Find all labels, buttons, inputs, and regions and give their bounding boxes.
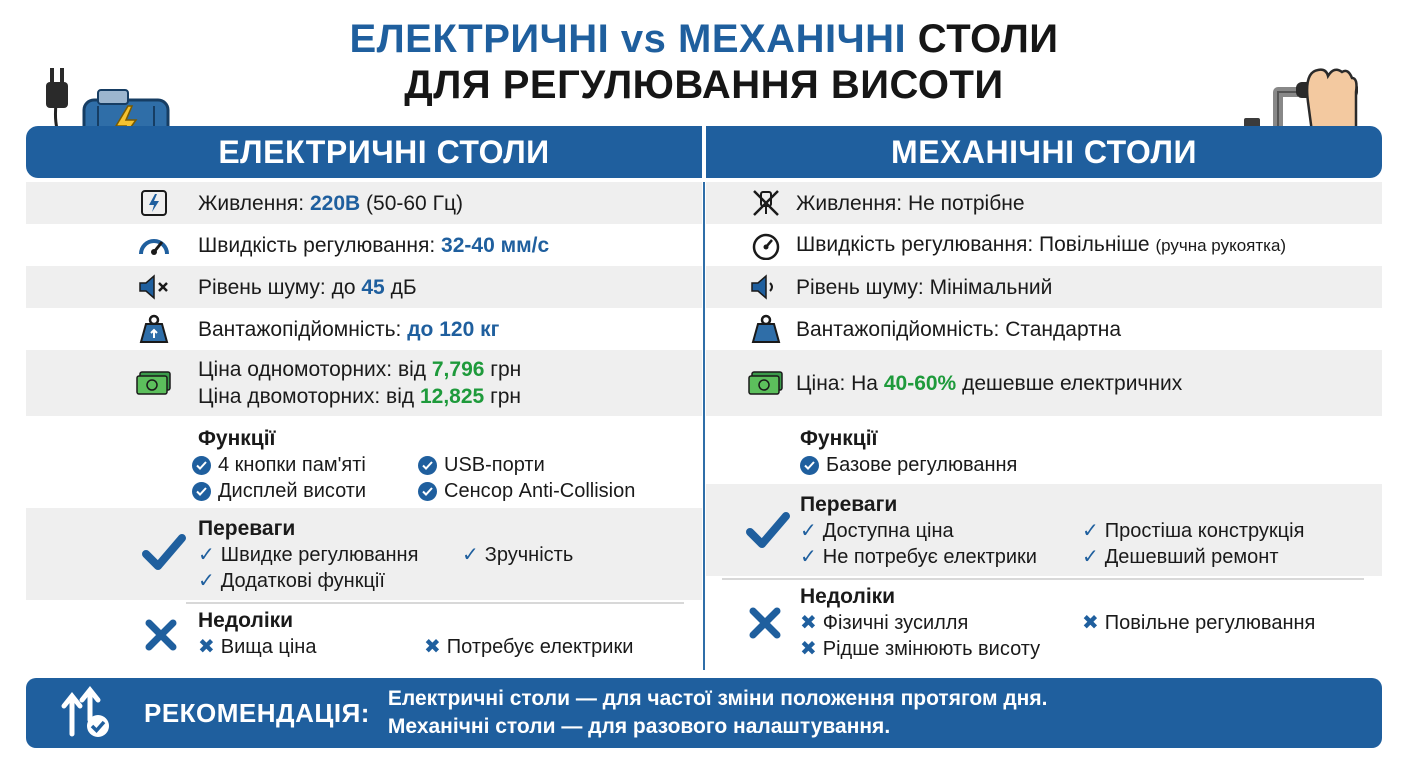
title-subline: ДЛЯ РЕГУЛЮВАННЯ ВИСОТИ — [404, 63, 1004, 107]
electric-noise-label: Рівень шуму: до — [198, 275, 356, 299]
mechanical-con-item: ✖ Рідше змінюють висоту — [800, 638, 1041, 660]
arrows-check-icon — [58, 686, 114, 745]
mechanical-pro-item: ✓ Дешевший ремонт — [1082, 546, 1279, 568]
no-power-icon — [706, 188, 796, 218]
electric-column — [26, 182, 702, 668]
electric-power-extra: (50-60 Гц) — [366, 191, 463, 215]
electric-pros — [26, 508, 702, 600]
electric-functions — [26, 416, 702, 508]
mechanical-column — [706, 182, 1382, 670]
electric-price1-value: 7,796 — [431, 358, 485, 381]
electric-cons — [26, 604, 702, 668]
mechanical-load-row — [706, 308, 1382, 350]
electric-price-row — [26, 350, 702, 416]
mechanical-speed-row — [706, 224, 1382, 266]
mechanical-pros-title: Переваги — [800, 493, 898, 516]
electric-pro-item: ✓ Додаткові функції — [198, 570, 385, 592]
electric-function-item: Сенсор Anti-Collision — [418, 478, 702, 504]
money-icon — [706, 370, 796, 396]
weight-icon — [706, 314, 796, 344]
electric-speed-label: Швидкість регулювання: — [198, 233, 436, 257]
mechanical-price-label: Ціна: На — [796, 371, 878, 395]
electric-price2-label: Ціна двомоторних: від — [198, 385, 415, 408]
speaker-low-icon — [706, 273, 796, 301]
mechanical-speed-extra: (ручна рукоятка) — [1155, 236, 1287, 255]
mechanical-price-rest: дешевше електричних — [962, 371, 1183, 395]
mechanical-noise-row — [706, 266, 1382, 308]
mechanical-pro-item: ✓ Не потребує електрики — [800, 546, 1037, 568]
electric-speed-value: 32-40 мм/с — [441, 233, 550, 257]
check-circle-icon — [192, 482, 211, 501]
mechanical-load-label: Вантажопідйомність: Стандартна — [796, 317, 1122, 341]
electric-pro-item: ✓ Швидке регулювання — [198, 544, 419, 566]
recommendation-label: РЕКОМЕНДАЦІЯ: — [144, 697, 370, 728]
gauge-icon — [706, 230, 796, 260]
electric-speed-row — [26, 224, 702, 266]
mechanical-price-row — [706, 350, 1382, 416]
lightning-icon — [26, 189, 196, 217]
electric-noise-unit: дБ — [390, 275, 417, 299]
page-title — [0, 16, 1408, 108]
recommendation-bar — [26, 678, 1382, 748]
speedometer-icon — [26, 230, 196, 260]
column-divider — [703, 182, 705, 670]
recommendation-line2: Механічні столи — для разового налаштування. — [387, 715, 891, 738]
weight-icon — [26, 314, 196, 344]
electric-noise-row — [26, 266, 702, 308]
electric-pros-title: Переваги — [198, 517, 296, 540]
check-circle-icon — [418, 482, 437, 501]
electric-price2-unit: грн — [490, 385, 521, 408]
electric-noise-value: 45 — [361, 275, 385, 299]
mechanical-cons — [706, 580, 1382, 670]
electric-function-item: Дисплей висоти — [192, 478, 418, 504]
electric-load-label: Вантажопідйомність: — [198, 317, 402, 341]
mechanical-header: МЕХАНІЧНІ СТОЛИ — [706, 126, 1382, 178]
mechanical-function-item: Базове регулювання — [800, 452, 1017, 478]
electric-load-value: до 120 кг — [407, 317, 500, 341]
electric-function-item: USB-порти — [418, 452, 702, 478]
check-circle-icon — [192, 456, 211, 475]
electric-header: ЕЛЕКТРИЧНІ СТОЛИ — [26, 126, 702, 178]
electric-price2-value: 12,825 — [419, 385, 485, 408]
electric-pro-item: ✓ Зручність — [462, 544, 574, 566]
electric-price1-unit: грн — [490, 358, 522, 381]
mechanical-price-value: 40-60% — [883, 371, 957, 395]
title-mechanical: МЕХАНІЧНІ — [678, 17, 907, 61]
mechanical-speed-label: Швидкість регулювання: Повільніше — [796, 233, 1150, 256]
mechanical-pro-item: ✓ Простіша конструкція — [1082, 520, 1305, 542]
electric-con-item: ✖ Вища ціна — [198, 636, 317, 658]
title-tables: СТОЛИ — [917, 17, 1059, 61]
mechanical-functions-title: Функції — [800, 427, 878, 450]
mechanical-cons-title: Недоліки — [800, 585, 896, 608]
title-vs: vs — [620, 17, 667, 61]
mechanical-power-row — [706, 182, 1382, 224]
electric-function-item: 4 кнопки пам'яті — [192, 452, 418, 478]
big-check-icon — [142, 534, 186, 572]
mechanical-con-item: ✖ Фізичні зусилля — [800, 612, 969, 634]
electric-power-label: Живлення: — [198, 191, 305, 215]
electric-price1-label: Ціна одномоторних: від — [198, 358, 427, 381]
check-circle-icon — [418, 456, 437, 475]
mechanical-pros — [706, 484, 1382, 576]
recommendation-line1: Електричні столи — для частої зміни положення протягом дня. — [387, 687, 1048, 710]
mechanical-noise-label: Рівень шуму: Мінімальний — [796, 275, 1053, 299]
big-check-icon — [746, 512, 790, 550]
mechanical-functions — [706, 416, 1382, 484]
money-icon — [26, 370, 196, 396]
mechanical-con-item: ✖ Повільне регулювання — [1082, 612, 1316, 634]
electric-functions-title: Функції — [198, 427, 276, 450]
check-circle-icon — [800, 456, 819, 475]
title-electric: ЕЛЕКТРИЧНІ — [349, 17, 610, 61]
mechanical-power-label: Живлення: Не потрібне — [796, 191, 1025, 215]
mechanical-pro-item: ✓ Доступна ціна — [800, 520, 954, 542]
electric-con-item: ✖ Потребує електрики — [424, 636, 634, 658]
electric-power-row — [26, 182, 702, 224]
speaker-muted-icon — [26, 273, 196, 301]
electric-load-row — [26, 308, 702, 350]
electric-power-value: 220В — [309, 191, 361, 215]
big-x-icon — [748, 606, 782, 640]
big-x-icon — [144, 618, 178, 652]
electric-cons-title: Недоліки — [198, 609, 294, 632]
